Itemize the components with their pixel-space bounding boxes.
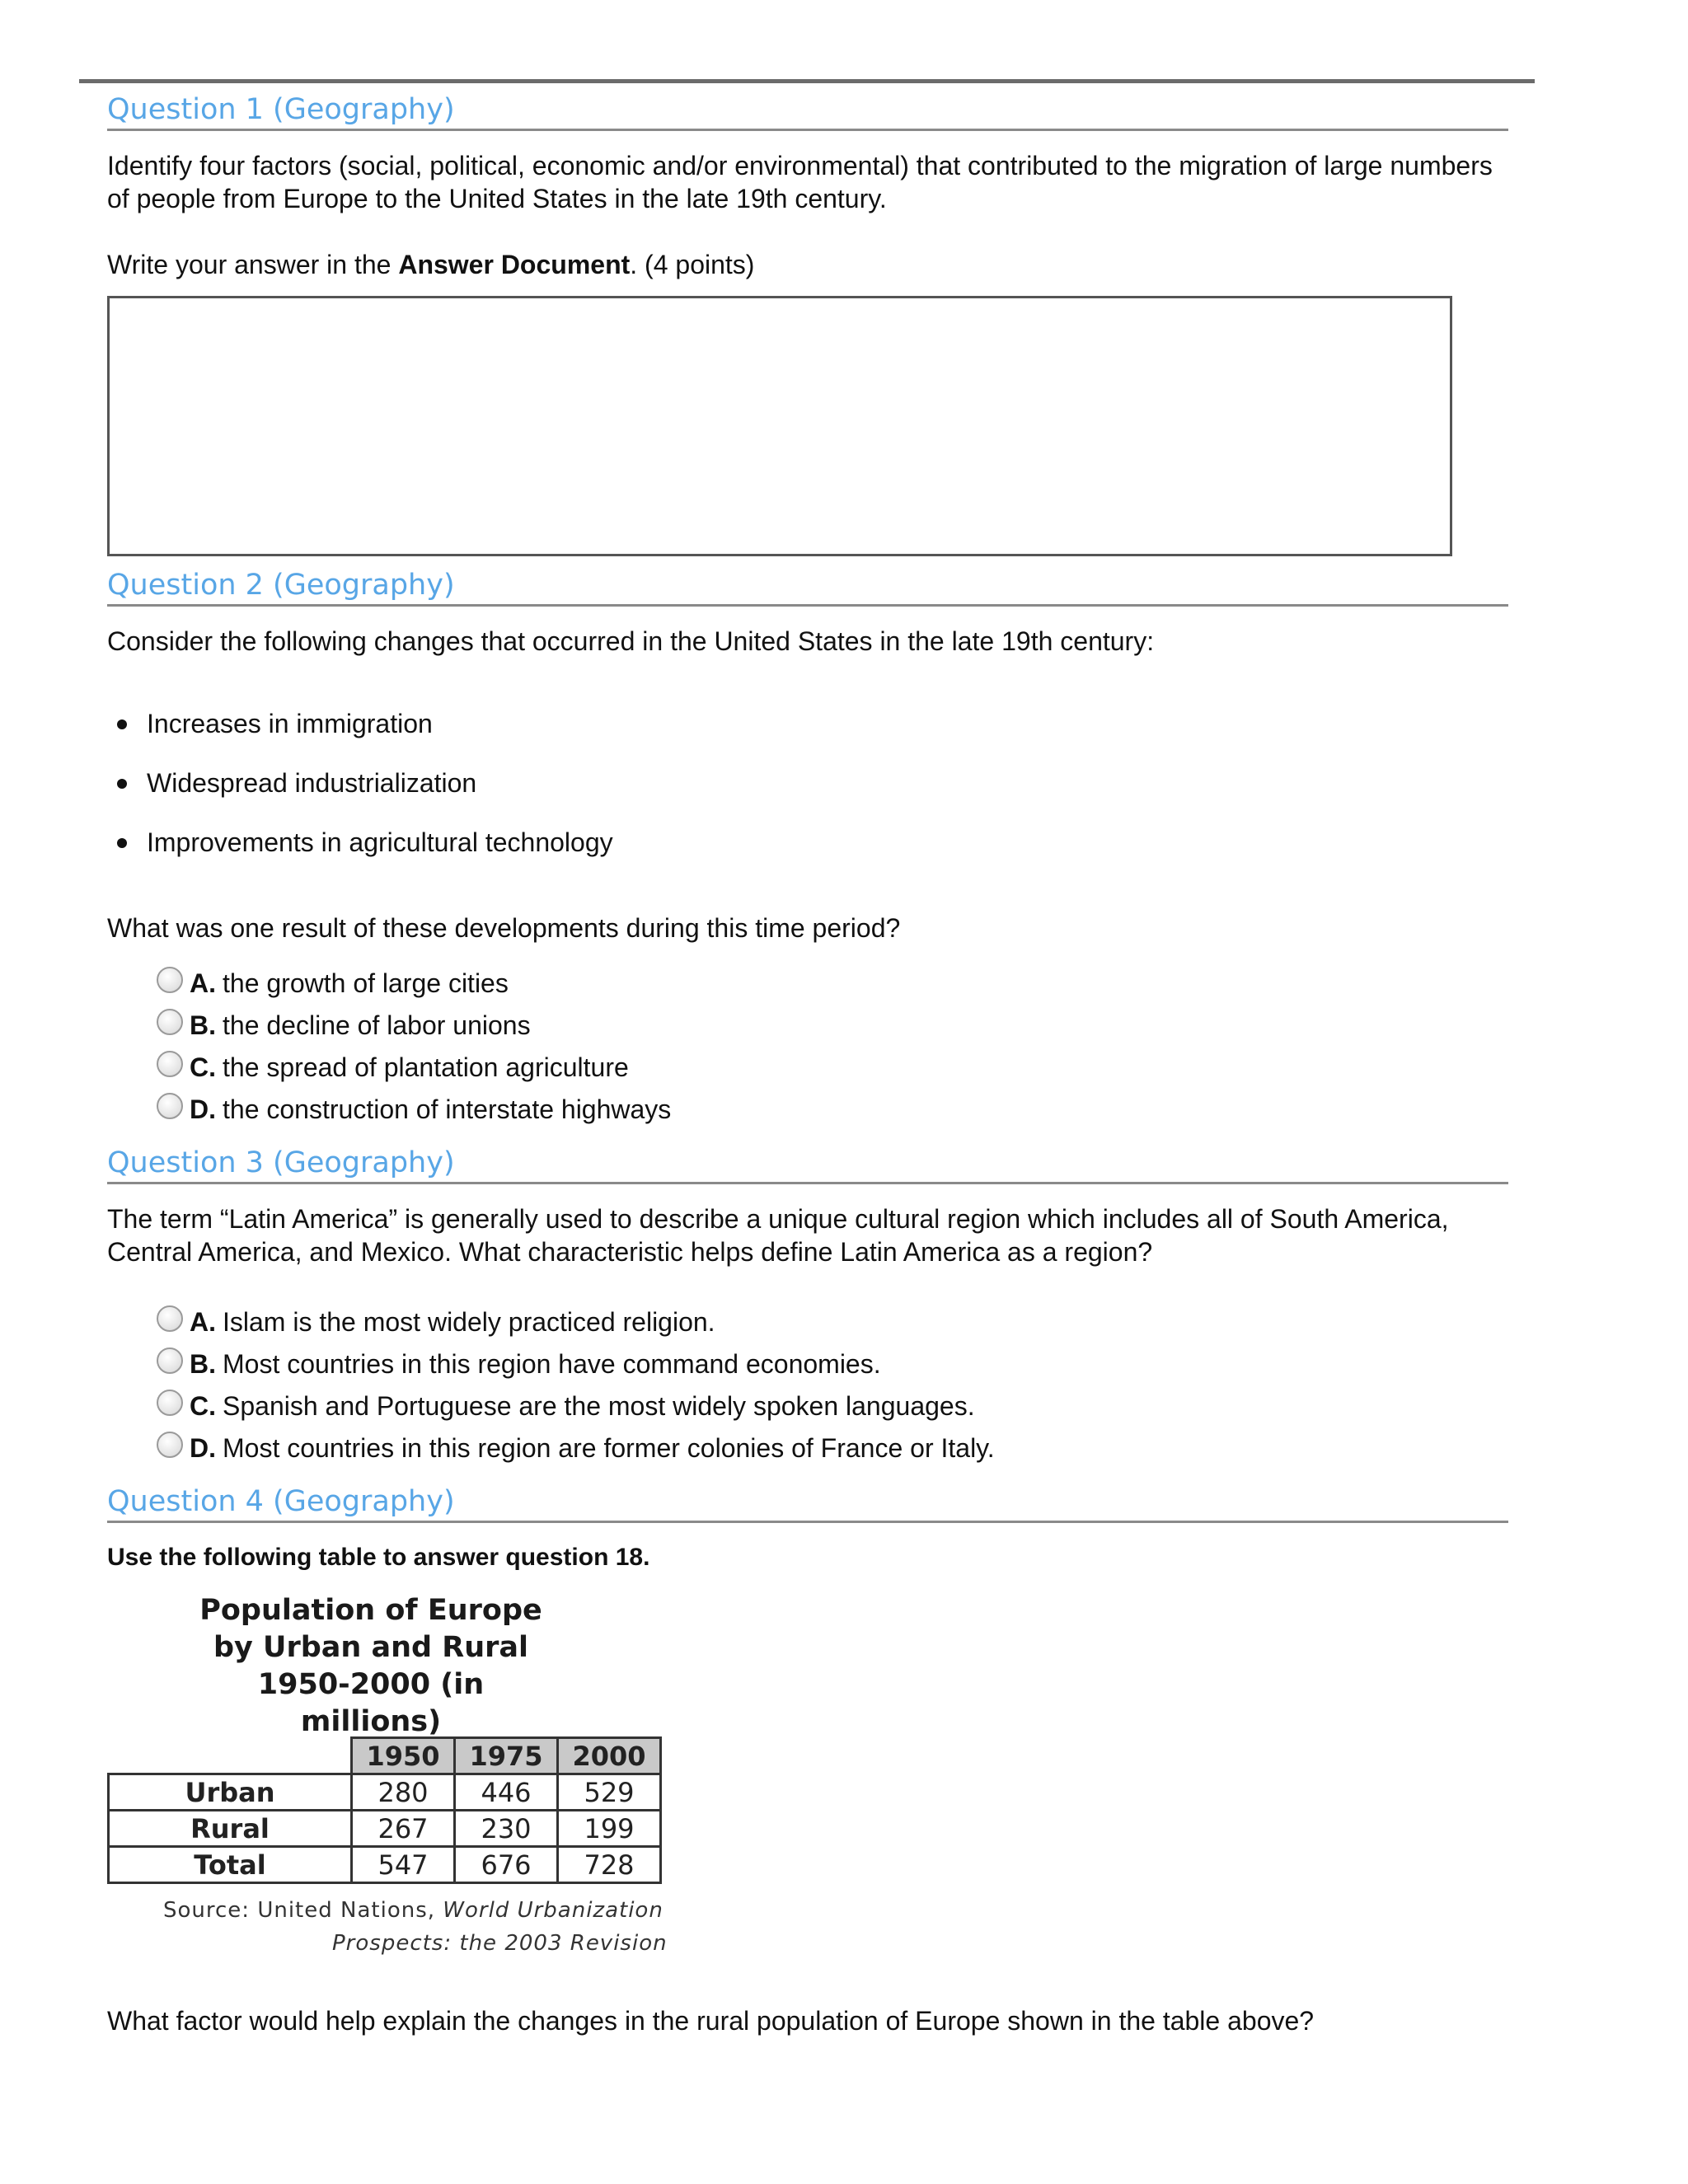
choice-a[interactable] — [157, 1301, 1508, 1343]
table-cell: 676 — [455, 1847, 558, 1883]
choice-letter: C. — [190, 1052, 216, 1082]
question-2-choices — [157, 963, 1508, 1131]
question-3-title: Question 3 (Geography) — [107, 1146, 455, 1179]
choice-d[interactable] — [157, 1427, 1508, 1469]
table-header-row — [109, 1738, 661, 1774]
choice-letter: D. — [190, 1433, 216, 1463]
choice-b[interactable] — [157, 1343, 1508, 1385]
table-cell: 199 — [558, 1811, 661, 1847]
choice-a[interactable] — [157, 963, 1508, 1005]
list-item — [107, 766, 1508, 799]
column-header: 1975 — [455, 1738, 558, 1774]
source-title-part-1: World Urbanization — [443, 1898, 663, 1923]
population-table — [107, 1736, 662, 1884]
question-4-title: Question 4 (Geography) — [107, 1485, 455, 1518]
instruction-prefix: Write your answer in the — [107, 250, 399, 279]
row-label: Total — [109, 1847, 352, 1883]
list-item — [107, 826, 1508, 859]
radio-button[interactable] — [157, 1347, 183, 1374]
choice-c[interactable] — [157, 1385, 1508, 1427]
question-3-choices — [157, 1301, 1508, 1469]
radio-button[interactable] — [157, 1093, 183, 1119]
figure-title-line: by Urban and Rural — [213, 1631, 529, 1664]
table-cell: 529 — [558, 1774, 661, 1811]
choice-text: Most countries in this region have command economies. — [223, 1349, 881, 1379]
radio-button[interactable] — [157, 1051, 183, 1077]
choice-c[interactable] — [157, 1047, 1508, 1089]
table-row — [109, 1847, 661, 1883]
question-3-prompt: The term “Latin America” is generally used to describe a unique cultural region which includes all of South America, Central America, and Mexico. What characteristic helps define Latin America as a region? — [107, 1204, 1449, 1267]
choice-letter: B. — [190, 1010, 216, 1040]
question-1-instruction — [107, 248, 1508, 281]
figure-title-line: Population of Europe — [199, 1594, 542, 1627]
radio-button[interactable] — [157, 1009, 183, 1035]
choice-text: the construction of interstate highways — [223, 1094, 672, 1124]
figure-source — [163, 1894, 781, 1960]
column-header: 1950 — [352, 1738, 455, 1774]
row-label: Urban — [109, 1774, 352, 1811]
question-2-header — [107, 561, 1508, 607]
choice-b[interactable] — [157, 1005, 1508, 1047]
source-prefix: Source: United Nations, — [163, 1898, 443, 1923]
source-line-1 — [163, 1894, 781, 1927]
choice-text: Most countries in this region are former colonies of France or Italy. — [223, 1433, 995, 1463]
radio-button[interactable] — [157, 967, 183, 993]
list-item — [107, 707, 1508, 740]
answer-document-label: Answer Document — [398, 250, 631, 279]
instruction-suffix: . (4 points) — [630, 250, 755, 279]
radio-button[interactable] — [157, 1432, 183, 1458]
table-cell: 446 — [455, 1774, 558, 1811]
row-label: Rural — [109, 1811, 352, 1847]
list-item-text: Increases in immigration — [147, 709, 433, 738]
choice-text: Islam is the most widely practiced religion. — [223, 1307, 715, 1337]
choice-letter: A. — [190, 1307, 216, 1337]
questions-container — [107, 86, 1508, 2037]
column-header: 2000 — [558, 1738, 661, 1774]
question-1-header — [107, 86, 1508, 131]
figure-title — [190, 1592, 552, 1741]
list-item-text: Widespread industrialization — [147, 768, 477, 798]
choice-text: the spread of plantation agriculture — [223, 1052, 629, 1082]
list-item-text: Improvements in agricultural technology — [147, 827, 613, 857]
table-cell: 267 — [352, 1811, 455, 1847]
question-2-question: What was one result of these developments during this time period? — [107, 913, 901, 943]
question-1-title: Question 1 (Geography) — [107, 93, 455, 126]
question-4-intro: Use the following table to answer question 18. — [107, 1544, 650, 1571]
question-4-header — [107, 1478, 1508, 1523]
table-row — [109, 1774, 661, 1811]
figure-title-line: 1950-2000 (in millions) — [257, 1668, 485, 1738]
table-cell: 728 — [558, 1847, 661, 1883]
question-3-header — [107, 1139, 1508, 1184]
question-2-title: Question 2 (Geography) — [107, 569, 455, 602]
bullet-icon — [117, 719, 127, 729]
source-line-2 — [163, 1927, 781, 1960]
question-4-question: What factor would help explain the changes in the rural population of Europe shown in the table above? — [107, 2006, 1315, 2036]
answer-textarea[interactable] — [107, 296, 1452, 556]
choice-letter: C. — [190, 1391, 216, 1421]
choice-text: Spanish and Portuguese are the most widely spoken languages. — [223, 1391, 975, 1421]
table-row — [109, 1811, 661, 1847]
table-corner — [109, 1738, 352, 1774]
choice-letter: B. — [190, 1349, 216, 1379]
table-cell: 230 — [455, 1811, 558, 1847]
choice-text: the growth of large cities — [223, 968, 509, 998]
choice-d[interactable] — [157, 1089, 1508, 1131]
population-table-figure — [107, 1592, 701, 1955]
choice-text: the decline of labor unions — [223, 1010, 531, 1040]
bullet-icon — [117, 779, 127, 789]
changes-list — [107, 707, 1508, 859]
source-title-part-2: Prospects: the 2003 Revision — [332, 1931, 668, 1956]
radio-button[interactable] — [157, 1305, 183, 1332]
question-1-prompt: Identify four factors (social, political, economic and/or environmental) that contributed to the migration of large numbers of people from Europe to the United States in the late 19th century. — [107, 151, 1493, 213]
table-cell: 547 — [352, 1847, 455, 1883]
question-2-prompt: Consider the following changes that occurred in the United States in the late 19th century: — [107, 626, 1155, 656]
choice-letter: D. — [190, 1094, 216, 1124]
table-cell: 280 — [352, 1774, 455, 1811]
radio-button[interactable] — [157, 1390, 183, 1416]
choice-letter: A. — [190, 968, 216, 998]
page-top-divider — [79, 79, 1535, 83]
bullet-icon — [117, 838, 127, 848]
